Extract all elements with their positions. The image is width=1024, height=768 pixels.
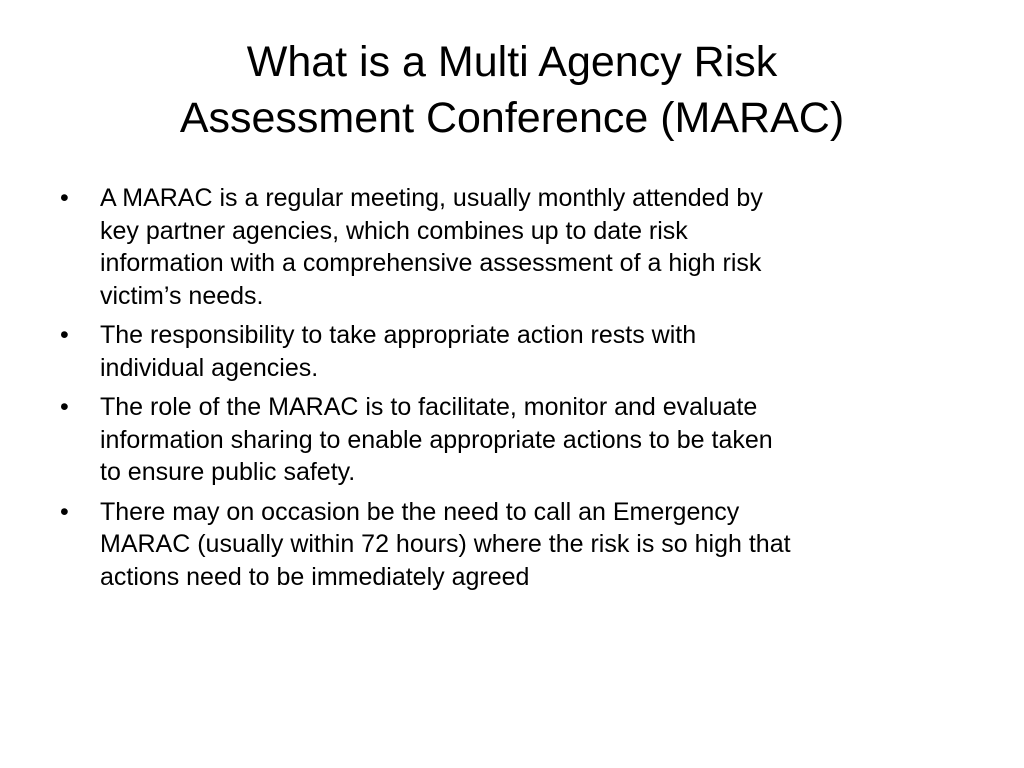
bullet-item-1 (56, 182, 976, 312)
bullet-item-2 (56, 319, 976, 384)
bullet-text-4 (100, 496, 976, 594)
bullet-text-1 (100, 182, 976, 312)
bullet-1-line-3: information with a comprehensive assessment of a high risk (100, 249, 762, 277)
bullet-3-line-3: to ensure public safety. (100, 458, 356, 486)
bullet-4-line-1: There may on occasion be the need to call an Emergency (100, 497, 740, 526)
bullet-item-4 (56, 496, 976, 594)
bullet-list (56, 182, 976, 600)
bullet-1-line-2: key partner agencies, which combines up to date risk (100, 216, 688, 245)
bullet-dot-icon: • (60, 184, 69, 212)
bullet-3-line-2: information sharing to enable appropriate actions to be taken (100, 425, 773, 454)
bullet-1-line-1: A MARAC is a regular meeting, usually monthly attended by (100, 184, 763, 212)
bullet-2-line-2: individual agencies. (100, 353, 319, 382)
slide-title-line-1: What is a Multi Agency Risk (246, 38, 778, 86)
slide-title-line-2: Assessment Conference (MARAC) (179, 94, 845, 142)
slide-title (60, 34, 964, 146)
bullet-dot-icon: • (60, 321, 69, 349)
bullet-2-line-1: The responsibility to take appropriate action rests with (100, 321, 697, 349)
bullet-4-line-3: actions need to be immediately agreed (100, 562, 530, 591)
bullet-1-line-4: victim’s needs. (100, 281, 264, 310)
bullet-dot-icon: • (60, 393, 69, 421)
bullet-4-line-2: MARAC (usually within 72 hours) where the risk is so high that (100, 530, 791, 558)
bullet-3-line-1: The role of the MARAC is to facilitate, monitor and evaluate (100, 393, 758, 421)
bullet-text-2 (100, 319, 976, 384)
bullet-dot-icon: • (60, 497, 69, 526)
bullet-item-3 (56, 391, 976, 489)
bullet-text-3 (100, 391, 976, 489)
